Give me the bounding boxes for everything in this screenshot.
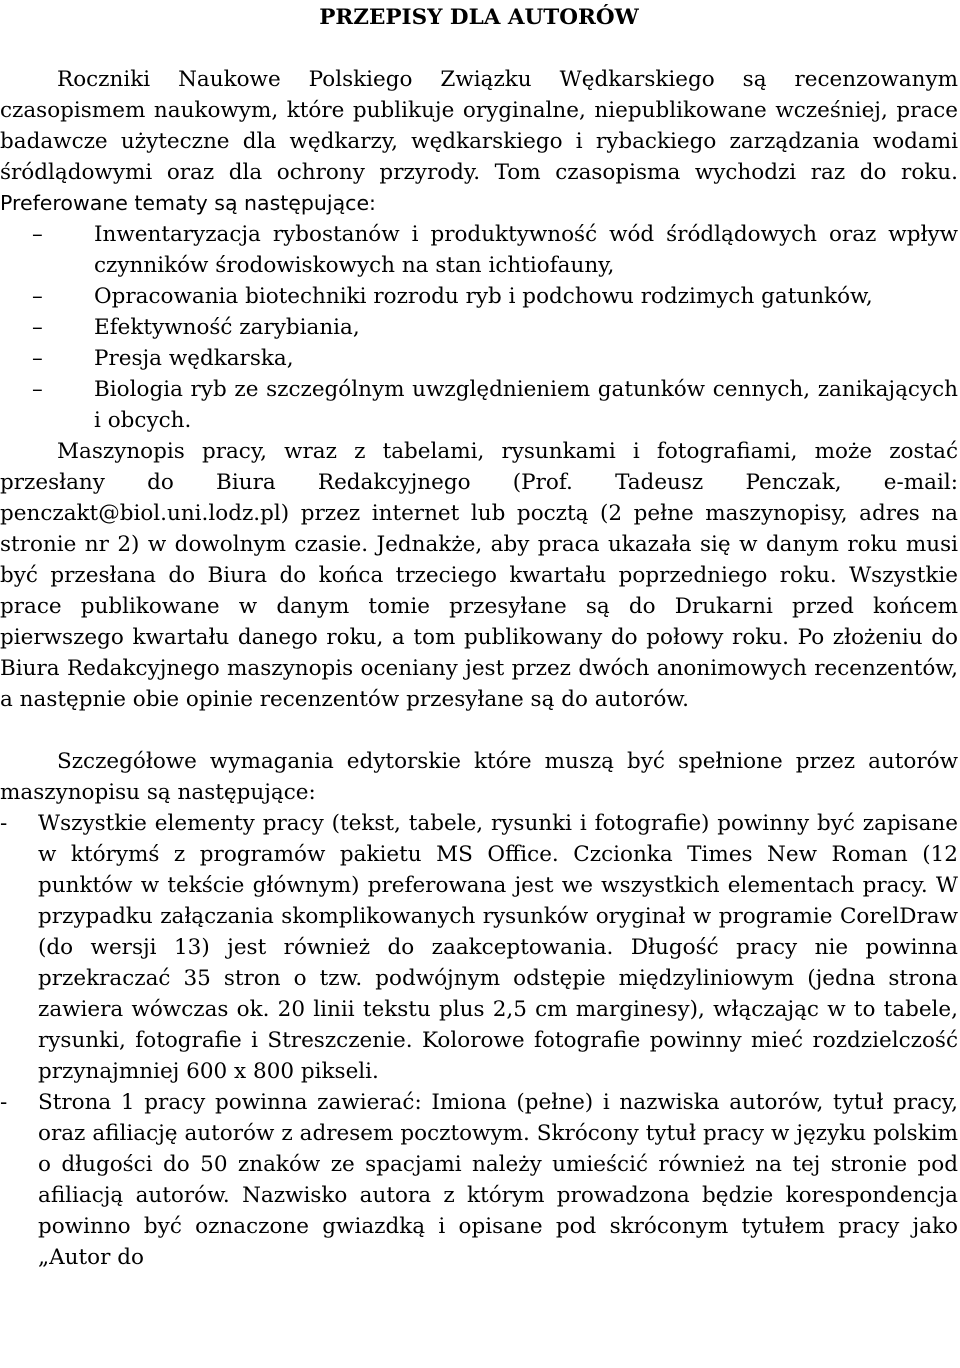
list-item [0,374,958,436]
submission-text: Maszynopis pracy, wraz z tabelami, rysunkami i fotografiami, może zostać przesłany do Biura Redakcyjnego (Prof. Tadeusz Penczak, e-mail: penczakt@biol.uni.lodz.pl) przez internet lub pocztą (2 pełne maszynopisy, adres na stronie nr 2) w dowolnym czasie. [0,439,958,557]
list-item-text: Presja wędkarska, [94,346,294,371]
list-item [0,1087,958,1273]
paragraph-spacer [0,715,958,746]
list-item-text: Opracowania biotechniki rozrodu ryb i podchowu rodzimych gatunków, [94,284,873,309]
list-item-text: Inwentaryzacja rybostanów i produktywność wód śródlądowych oraz wpływ czynników środowiskowych na stan ichtiofauny, [94,222,958,278]
requirements-list [0,808,958,1273]
list-marker: – [32,377,43,402]
list-item [0,312,958,343]
list-item-text: Biologia ryb ze szczególnym uwzględnieniem gatunków cennych, zanikających i obcych. [94,377,958,433]
review-text: Po złożeniu do Biura Redakcyjnego maszynopis oceniany jest przez dwóch anonimowych recenzentów, a następnie obie opinie recenzentów przesyłane są do autorów. [0,625,958,712]
list-item-text: Wszystkie elementy pracy (tekst, tabele, rysunki i fotografie) powinny być zapisane w którymś z programów pakietu MS Office. Czcionka Times New Roman (12 punktów w tekście głównym) preferowana jest we wszystkich elementach pracy. W przypadku załączania skomplikowanych rysunków oryginał w programie CorelDraw (do wersji 13) jest również do zaakceptowania. Długość pracy nie powinna przekraczać 35 stron o tzw. podwójnym odstępie międzyliniowym (jedna strona zawiera wówczas ok. 20 linii tekstu plus 2,5 cm marginesy), włączając w to tabele, rysunki, fotografie i Streszczenie. Kolorowe fotografie powinny mieć rozdzielczość przynajmniej 600 x 800 pikseli. [38,811,958,1084]
list-item [0,219,958,281]
intro-paragraph [0,64,958,219]
list-marker: – [32,222,43,247]
list-marker: – [32,284,43,309]
submission-paragraph [0,436,958,715]
print-text: Wszystkie prace publikowane w danym tomie przesyłane są do Drukarni przed końcem pierwszego kwartału danego roku, a tom publikowany do połowy roku. [0,563,958,650]
list-item [0,343,958,374]
topics-list [0,219,958,436]
list-item-text: Strona 1 pracy powinna zawierać: Imiona (pełne) i nazwiska autorów, tytuł pracy, oraz afiliację autorów z adresem pocztowym. Skrócony tytuł pracy w języku polskim o długości do 50 znaków ze spacjami należy umieścić również na tej stronie pod afiliacją autorów. Nazwisko autora z którym prowadzona będzie korespondencja powinno być oznaczone gwiazdką i opisane pod skróconym tytułem pracy jako „Autor do [38,1090,958,1270]
topics-intro: Preferowane tematy są następujące: [0,191,376,215]
list-marker: - [0,811,8,836]
list-marker: – [32,315,43,340]
page-title: PRZEPISY DLA AUTORÓW [319,5,639,30]
intro-text: Roczniki Naukowe Polskiego Związku Wędkarskiego są recenzowanym czasopismem naukowym, które publikuje oryginalne, niepublikowane wcześniej, prace badawcze użyteczne dla wędkarzy, wędkarskiego i rybackiego zarządzania wodami śródlądowymi oraz dla ochrony przyrody. Tom czasopisma wychodzi raz do roku. [0,67,958,185]
list-item [0,281,958,312]
list-item [0,808,958,1087]
list-item-text: Efektywność zarybiania, [94,315,360,340]
list-marker: - [0,1090,8,1115]
list-marker: – [32,346,43,371]
deadline-text: Jednakże, aby praca ukazała się w danym roku musi być przesłana do Biura do końca trzeciego kwartału poprzedniego roku. [0,532,958,588]
requirements-intro: Szczegółowe wymagania edytorskie które muszą być spełnione przez autorów maszynopisu są następujące: [0,749,958,805]
